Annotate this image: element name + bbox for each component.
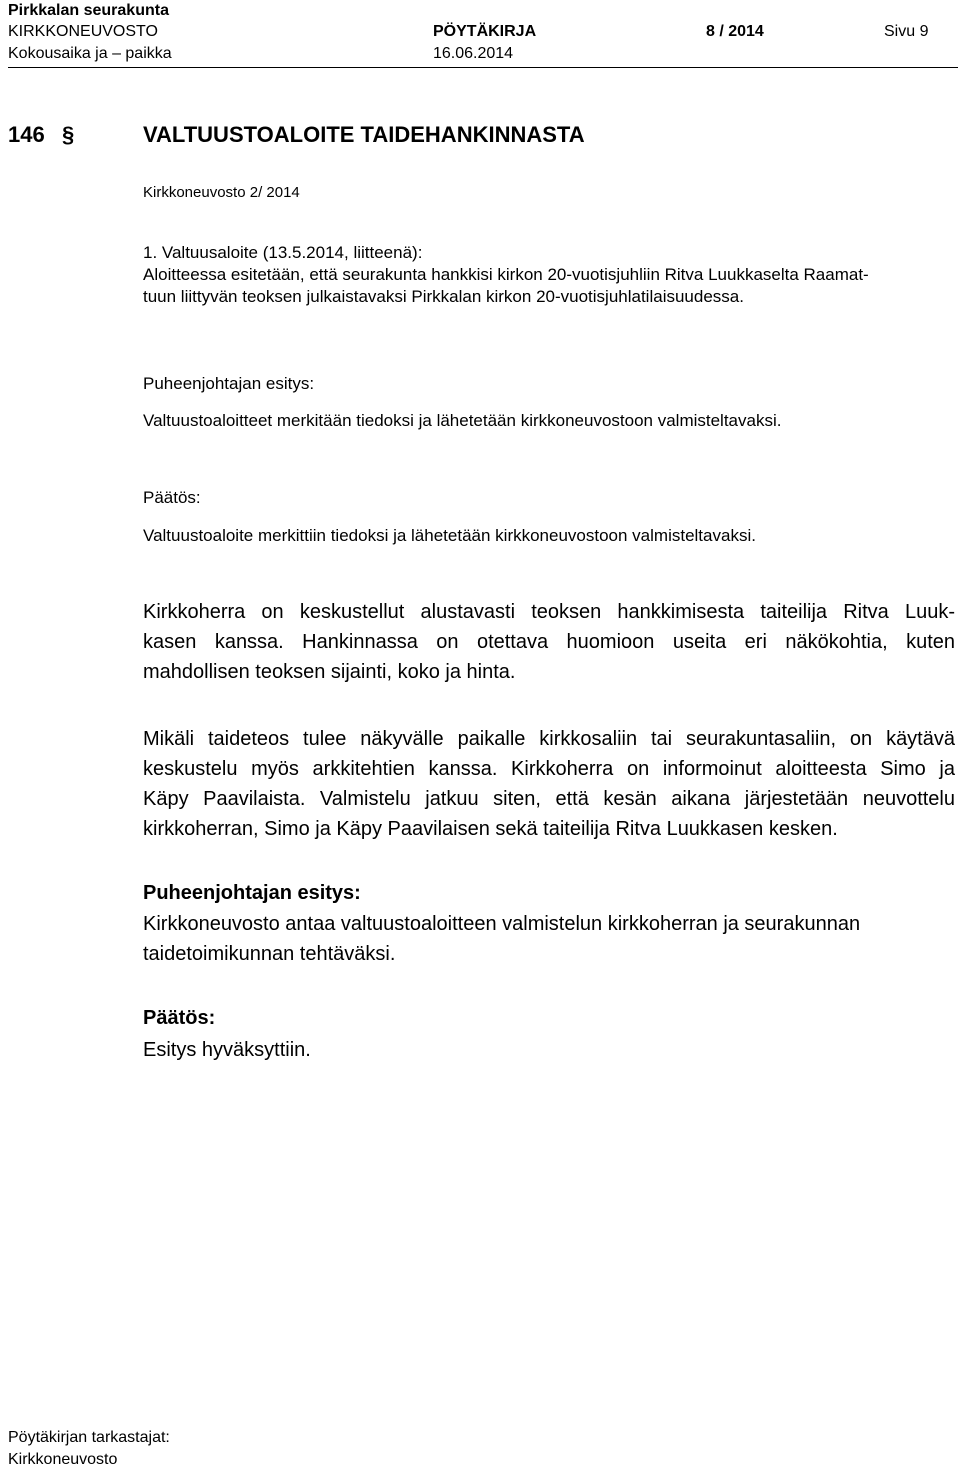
body-line: Mikäli taideteos tulee näkyvälle paikalle kirkkosaliin tai seurakuntasaliin, on käytävä (143, 728, 955, 750)
body-line: Käpy Paavilaista. Valmistelu jatkuu siten, että kesän aikana järjestetään neuvottelu (143, 788, 955, 810)
proposal-text (143, 909, 955, 969)
doc-number: 8 / 2014 (706, 23, 764, 40)
meeting-date: 16.06.2014 (433, 45, 514, 62)
body-line: kirkkoherran, Simo ja Käpy Paavilaisen sekä taiteilija Ritva Luukkasen kesken. (143, 818, 838, 840)
body-paragraph-2 (143, 724, 955, 844)
ref-desc-line: Aloitteessa esitetään, että seurakunta hankkisi kirkon 20-vuotisjuhliin Ritva Luukkaselta Raamat- (143, 265, 869, 284)
decision-text: Esitys hyväksyttiin. (143, 1039, 311, 1061)
body-paragraph-1 (143, 597, 955, 687)
ref-desc-line: tuun liittyvän teoksen julkaistavaksi Pirkkalan kirkon 20-vuotisjuhlatilaisuudessa. (143, 287, 744, 306)
section-number: 146 (8, 122, 45, 147)
body-name: KIRKKONEUVOSTO (8, 23, 158, 40)
proposal-line: taidetoimikunnan tehtäväksi. (143, 943, 396, 965)
decision-label: Päätös: (143, 1007, 216, 1029)
doc-type: PÖYTÄKIRJA (433, 23, 537, 40)
ref-source: Kirkkoneuvosto 2/ 2014 (143, 184, 300, 201)
ref-decision-text: Valtuustoaloite merkittiin tiedoksi ja lähetetään kirkkoneuvostoon valmisteltavaksi. (143, 526, 756, 545)
meeting-label: Kokousaika ja – paikka (8, 45, 172, 62)
ref-description (143, 264, 955, 308)
footer-body: Kirkkoneuvosto (8, 1451, 118, 1468)
ref-decision-label: Päätös: (143, 488, 201, 507)
ref-proposal-label: Puheenjohtajan esitys: (143, 374, 315, 393)
section-title: VALTUUSTOALOITE TAIDEHANKINNASTA (143, 122, 585, 147)
body-line: kasen kanssa. Hankinnassa on otettava huomioon useita eri näkökohtia, kuten (143, 631, 955, 653)
body-line: mahdollisen teoksen sijainti, koko ja hinta. (143, 661, 516, 683)
body-line: Kirkkoherra on keskustellut alustavasti teoksen hankkimisesta taiteilija Ritva Luuk- (143, 601, 955, 623)
page-number: Sivu 9 (884, 23, 929, 40)
ref-item: 1. Valtuusaloite (13.5.2014, liitteenä): (143, 243, 423, 262)
body-line: keskustelu myös arkkitehtien kanssa. Kirkkoherra on informoinut aloitteesta Simo ja (143, 758, 955, 780)
ref-proposal-text: Valtuustoaloitteet merkitään tiedoksi ja lähetetään kirkkoneuvostoon valmisteltavaksi. (143, 411, 782, 430)
section-symbol: § (62, 122, 75, 147)
header-divider (8, 67, 958, 68)
proposal-label: Puheenjohtajan esitys: (143, 882, 361, 904)
checkers-label: Pöytäkirjan tarkastajat: (8, 1429, 170, 1446)
org-name: Pirkkalan seurakunta (8, 2, 169, 19)
proposal-line: Kirkkoneuvosto antaa valtuustoaloitteen valmistelun kirkkoherran ja seurakunnan (143, 913, 861, 935)
